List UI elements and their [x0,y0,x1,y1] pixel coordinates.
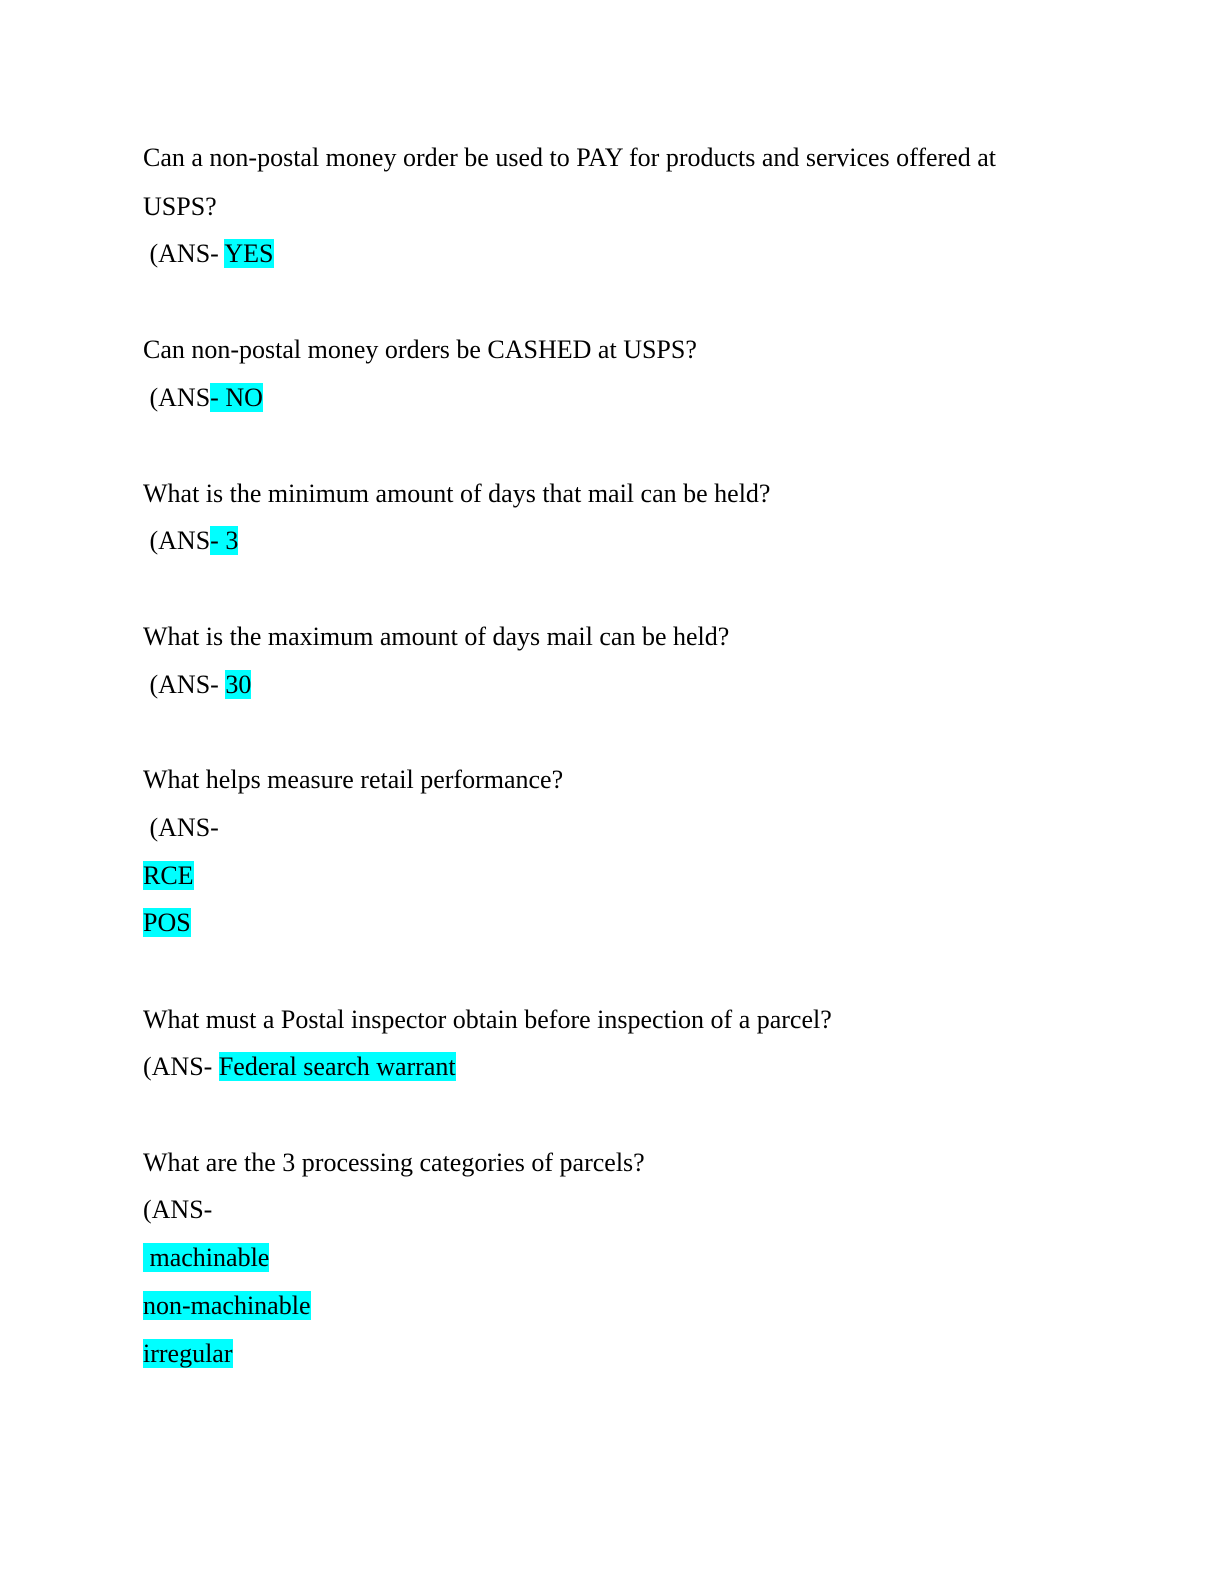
question-6: What must a Postal inspector obtain before inspection of a parcel? [143,1005,832,1034]
answer-prefix: (ANS- [143,1052,219,1081]
answer-1 [143,236,1103,272]
answer-7-item-3 [143,1336,1103,1372]
answer-highlight: 30 [225,670,252,699]
answer-highlight: YES [224,239,274,268]
answer-highlight: - NO [210,383,263,412]
answer-highlight: - 3 [210,526,239,555]
answer-5: (ANS- [143,813,219,842]
answer-prefix: (ANS- [143,670,226,699]
answer-7-item-2 [143,1288,1103,1324]
answer-5-item-1 [143,858,1103,894]
answer-2 [143,380,1103,416]
answer-prefix: (ANS [143,383,211,412]
answer-prefix: (ANS- [143,239,225,268]
question-2: Can non-postal money orders be CASHED at USPS? [143,335,697,364]
answer-7: (ANS- [143,1195,213,1224]
answer-7-item-1 [143,1240,1103,1276]
answer-highlight: machinable [143,1243,270,1272]
answer-highlight: RCE [143,861,194,890]
answer-highlight: POS [143,908,191,937]
question-7: What are the 3 processing categories of parcels? [143,1148,645,1177]
question-1-line-2: USPS? [143,192,217,221]
answer-highlight: Federal search warrant [218,1052,456,1081]
answer-prefix: (ANS [143,526,211,555]
answer-5-item-2 [143,905,1103,941]
question-5: What helps measure retail performance? [143,765,564,794]
answer-4 [143,667,1103,703]
question-1-line-1: Can a non-postal money order be used to PAY for products and services offered at [143,143,996,172]
question-3: What is the minimum amount of days that mail can be held? [143,479,771,508]
answer-highlight: non-machinable [143,1291,311,1320]
answer-highlight: irregular [143,1339,233,1368]
answer-6 [143,1049,1103,1085]
answer-3 [143,523,1103,559]
question-4: What is the maximum amount of days mail can be held? [143,622,730,651]
